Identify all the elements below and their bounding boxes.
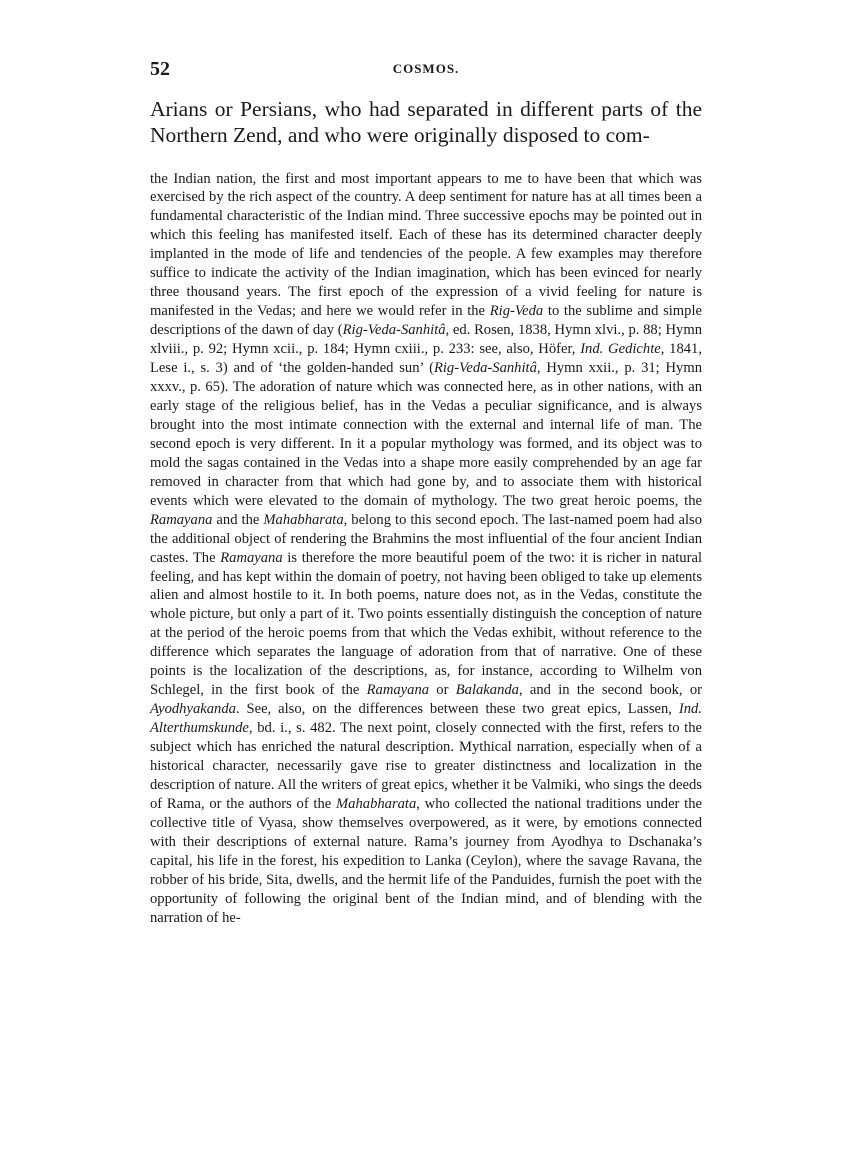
text-run: , belong to this second epoch. The last-named poem had also the additional object of rendering the Brahmins the most influential of the four ancient Indian castes. The [150, 511, 702, 566]
citation-title: Ramayana [366, 682, 430, 699]
text-run: , and in the second book, or [518, 682, 702, 699]
text-run: the Indian nation, the first and most important appears to me to have been that which was exercised by the rich aspect of the country. A deep sentiment for nature has at all times been a fundamental characteristic of the Indian mind. Three successive epochs may be pointed out in which this feeling has manifested itself. Each of these has its determined character deeply implanted in the mode of life and tendencies of the people. A few examples may therefore suffice to indicate the activity of the Indian imagination, which has been evinced for nearly three thousand years. The first epoch of the expression of a vivid feeling for nature is manifested in the Vedas; and here we would refer in the [150, 170, 702, 320]
citation-title: Ramayana [150, 511, 213, 528]
citation-title: Balakanda [455, 682, 519, 699]
citation-title: Ind. Gedichte [580, 341, 661, 358]
citation-title: Mahabharata [336, 795, 417, 812]
text-run: is therefore the more beautiful poem of the two: it is richer in natural feeling, and has kept within the domain of poetry, not having been obliged to take up elements alien and almost hostile to it. In both poems, nature does not, as in the Vedas, constitute the whole picture, but only a part of it. Two points essentially distinguish the conception of nature at the period of the heroic poems from that which the Vedas exhibit, without reference to the difference which separates the language of adoration from that of narrative. One of these points is the localization of the descriptions, as, for instance, according to Wilhelm von Schlegel, in the first book of the [150, 549, 702, 699]
text-run: or [429, 682, 456, 699]
text-run: , 1841, Lese i., s. 3) and of ‘the golden-handed sun’ ( [150, 341, 702, 377]
citation-title: Rig-Veda-Sanhitâ [342, 322, 446, 339]
text-run: , Hymn xxii., p. 31; Hymn xxxv., p. 65). The adoration of nature which was connected here, as in other nations, with an early stage of the religious belief, has in the Vedas a peculiar significance, and is always brought into the most intimate connection with the external and internal life of man. The second epoch is very different. In it a popular mythology was formed, and its object was to mold the sagas contained in the Vedas into a shape more easily comprehended by an age far removed in character from that which had gone by, and to associate them with historical events which were elevated to the domain of mythology. The two great heroic poems, the [150, 360, 702, 509]
citation-title: Rig-Veda [489, 303, 544, 320]
text-run: to the sublime and simple descriptions of the dawn of day ( [150, 303, 702, 339]
citation-title: Ayodhyakanda [150, 701, 236, 718]
text-run: , who collected the national traditions under the collective title of Vyasa, show themselves overpowered, as it were, by emotions connected with their descriptions of external nature. Rama’s journey from Ayodhya to Dschanaka’s capital, his life in the forest, his expedition to Lanka (Ceylon), where the savage Ravana, the robber of his bride, Sita, dwells, and the hermit life of the Panduides, furnish the poet with the opportunity of following the original bent of the Indian mind, and of blending with the narration of he- [150, 795, 702, 926]
text-run: . See, also, on the differences between these two great epics, Lassen, [235, 701, 679, 718]
citation-title: Ind. Alterthumskunde [150, 701, 702, 737]
text-run: , ed. Rosen, 1838, Hymn xlvi., p. 88; Hymn xlviii., p. 92; Hymn xcii., p. 184; Hymn cxiii., p. 233: see, also, Höfer, [150, 322, 702, 358]
running-head: COSMOS. [392, 61, 460, 76]
citation-title: Ramayana [220, 549, 283, 566]
citation-title: Rig-Veda-Sanhitâ [433, 360, 537, 377]
page-header [150, 58, 702, 84]
text-run: , bd. i., s. 482. The next point, closely connected with the first, refers to the subject which has enriched the natural description. Mythical narration, especially when of a historical character, necessarily gave rise to greater distinctness and localization in the description of nature. All the writers of great epics, whether it be Valmiki, who sings the deeds of Rama, or the authors of the [150, 720, 702, 812]
main-text-paragraph: Arians or Persians, who had separated in different parts of the Northern Zend, and who were originally disposed to com- [150, 97, 702, 147]
footnote-paragraph [150, 170, 702, 928]
text-run: and the [212, 511, 264, 528]
book-page [150, 58, 702, 942]
page-number: 52 [150, 58, 170, 80]
citation-title: Mahabharata [263, 511, 344, 528]
